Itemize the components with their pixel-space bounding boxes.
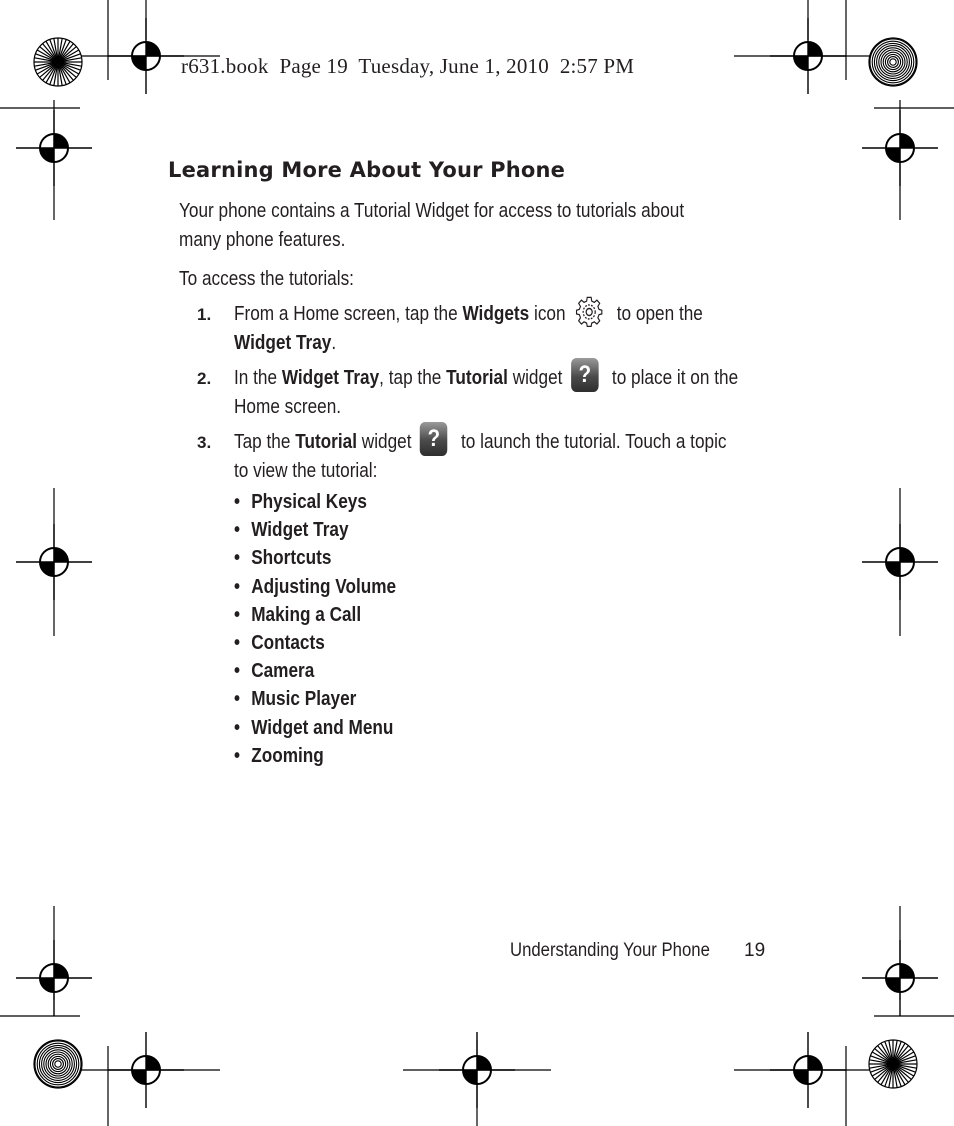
- lead-in-line: To access the tutorials:: [179, 268, 354, 290]
- list-item: [234, 657, 396, 685]
- tutorial-term: Tutorial: [295, 431, 358, 453]
- intro-line: many phone features.: [179, 229, 346, 251]
- section-title: Learning More About Your Phone: [168, 158, 566, 182]
- gear-icon: [574, 295, 603, 329]
- lead-in-text: [179, 265, 769, 294]
- page-number: 19: [744, 940, 766, 961]
- bullet-icon: •: [234, 547, 241, 570]
- list-item: [234, 516, 396, 544]
- topic-label: Making a Call: [251, 603, 362, 626]
- list-item: [234, 601, 396, 629]
- widgets-term: Widgets: [462, 303, 530, 325]
- bullet-icon: •: [234, 688, 241, 711]
- widget-tray-term: Widget Tray: [234, 332, 332, 354]
- list-item: [234, 742, 396, 770]
- intro-paragraph: [179, 197, 769, 255]
- step-text: .: [331, 332, 337, 354]
- step-text: widget: [357, 431, 412, 453]
- step-number: 1.: [197, 305, 212, 324]
- step-text: to launch the tutorial. Touch a topic: [456, 431, 727, 453]
- topic-label: Zooming: [251, 744, 324, 767]
- step-text: to view the tutorial:: [234, 460, 378, 482]
- list-item: [234, 544, 396, 572]
- bullet-icon: •: [234, 575, 241, 598]
- step-line: [234, 424, 727, 457]
- topic-list: [234, 488, 423, 770]
- topic-label: Music Player: [251, 688, 357, 711]
- question-mark-icon: ?: [420, 422, 448, 456]
- step-text: to place it on the: [607, 367, 739, 389]
- step-text: , tap the: [379, 367, 447, 389]
- intro-line: Your phone contains a Tutorial Widget for access to tutorials about: [179, 200, 685, 222]
- step-line: [234, 329, 703, 358]
- widget-tray-term: Widget Tray: [281, 367, 380, 389]
- bullet-icon: •: [234, 716, 241, 739]
- topic-label: Adjusting Volume: [251, 575, 397, 598]
- step-text: Tap the: [234, 431, 296, 453]
- step-line: [234, 457, 703, 486]
- list-item: [234, 629, 396, 657]
- bullet-icon: •: [234, 603, 241, 626]
- topic-label: Physical Keys: [251, 491, 367, 513]
- topic-label: Contacts: [251, 631, 325, 654]
- bullet-icon: •: [234, 519, 241, 542]
- topic-label: Widget and Menu: [251, 716, 394, 739]
- step-text: icon: [529, 303, 566, 325]
- step-line: [234, 393, 703, 422]
- list-item: [234, 714, 396, 742]
- step-number: 2.: [197, 369, 212, 388]
- footer-title: Understanding Your Phone: [510, 940, 710, 961]
- step-text: From a Home screen, tap the: [234, 303, 463, 325]
- step-line: [234, 300, 703, 329]
- bullet-icon: •: [234, 660, 241, 683]
- list-item: [234, 573, 396, 601]
- bullet-icon: •: [234, 744, 241, 767]
- step-line: [234, 360, 739, 393]
- step-text: to open the: [611, 303, 703, 325]
- topic-label: Shortcuts: [251, 547, 332, 570]
- topic-label: Camera: [251, 660, 315, 683]
- print-header: r631.book Page 19 Tuesday, June 1, 2010 2:57 PM: [181, 54, 635, 78]
- question-mark-icon: ?: [571, 358, 599, 392]
- step-text: Home screen.: [234, 396, 342, 418]
- step-text: In the: [234, 367, 282, 389]
- topic-label: Widget Tray: [251, 519, 349, 542]
- step-number: 3.: [197, 433, 212, 452]
- tutorial-term: Tutorial: [446, 367, 508, 389]
- bullet-icon: •: [234, 631, 241, 654]
- bullet-icon: •: [234, 491, 241, 513]
- list-item: [234, 488, 396, 516]
- list-item: [234, 685, 396, 713]
- step-text: widget: [507, 367, 563, 389]
